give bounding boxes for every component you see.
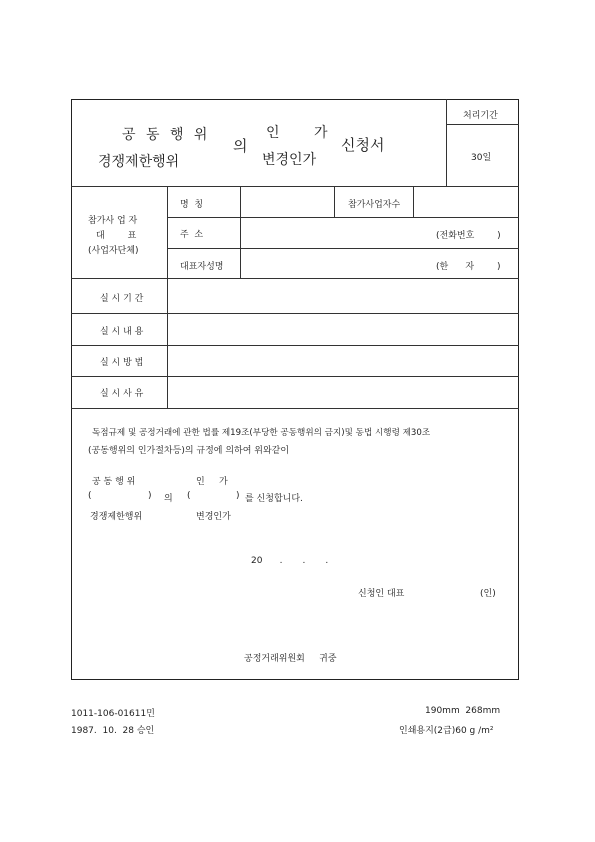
participant-group-label-2: 대 표 <box>96 231 137 241</box>
address-label: 주 소 <box>180 230 204 240</box>
choice-paren-close-1: ) <box>148 491 152 501</box>
processing-divider <box>446 99 447 186</box>
title-line2-b: 변경인가 <box>262 152 317 168</box>
hanja-hint: (한 자 ) <box>436 262 501 272</box>
name-label: 명 칭 <box>180 200 204 210</box>
body-para-line2: (공동행위의 인가절차등)의 규정에 의하여 위와같이 <box>88 446 290 456</box>
choice-top-a: 공 동 행 위 <box>92 477 136 487</box>
processing-label: 처리기간 <box>463 111 498 121</box>
participant-col-1 <box>167 186 168 278</box>
choice-middle: 의 <box>164 494 173 504</box>
title-line1-a: 공 동 행 위 <box>122 127 211 143</box>
row-line-4 <box>71 408 519 409</box>
participant-group-label-1: 참가사 업 자 <box>88 216 138 226</box>
row-label-reason: 실 시 사 유 <box>100 389 144 399</box>
choice-bot-a: 경쟁제한행위 <box>90 512 143 522</box>
footer-paper: 인쇄용지(2급)60 g /m² <box>399 726 494 736</box>
name-field[interactable] <box>241 187 333 216</box>
row-field-method[interactable] <box>168 346 518 375</box>
processing-value: 30일 <box>471 153 492 163</box>
choice-apply: 를 신청합니다. <box>245 494 303 504</box>
row-field-period[interactable] <box>168 279 518 312</box>
choice-paren-open-2: ( <box>187 491 191 501</box>
choice-bot-b: 변경인가 <box>196 512 231 522</box>
seal-mark: (인) <box>480 589 496 599</box>
rep-label: 대표자성명 <box>180 262 224 272</box>
row-label-period: 실 시 기 간 <box>100 294 144 304</box>
date-line: 20 . . . <box>251 556 329 566</box>
count-field[interactable] <box>414 187 518 216</box>
footer-size: 190mm 268mm <box>425 706 501 716</box>
title-line1-c: 가 <box>314 125 328 141</box>
participant-group-label-3: (사업자단체) <box>88 246 139 256</box>
title-middle: 의 <box>233 137 248 155</box>
applicant-label: 신청인 대표 <box>358 589 405 599</box>
choice-paren-open-1: ( <box>88 491 92 501</box>
participant-col-3 <box>334 186 335 217</box>
body-para-line1: 독점규제 및 공정거래에 관한 법률 제19조(부당한 공동행위의 금지)및 동법 시행령 제30조 <box>92 428 431 438</box>
row-field-reason[interactable] <box>168 377 518 407</box>
phone-hint: (전화번호 ) <box>436 231 501 241</box>
footer-approval: 1987. 10. 28 승인 <box>71 726 155 736</box>
addressee: 공정거래위원회 귀중 <box>244 654 337 664</box>
title-suffix: 신청서 <box>341 136 385 154</box>
row-label-content: 실 시 내 용 <box>100 327 144 337</box>
title-line1-b: 인 <box>266 125 280 141</box>
title-line2-a: 경쟁제한행위 <box>98 154 180 170</box>
row-field-content[interactable] <box>168 314 518 344</box>
choice-paren-close-2: ) <box>236 491 240 501</box>
processing-label-line <box>446 124 519 125</box>
count-label: 참가사업자수 <box>348 200 401 210</box>
footer-code: 1011-106-01611민 <box>71 709 155 719</box>
choice-top-b: 인 가 <box>196 477 228 487</box>
row-label-method: 실 시 방 법 <box>100 358 144 368</box>
